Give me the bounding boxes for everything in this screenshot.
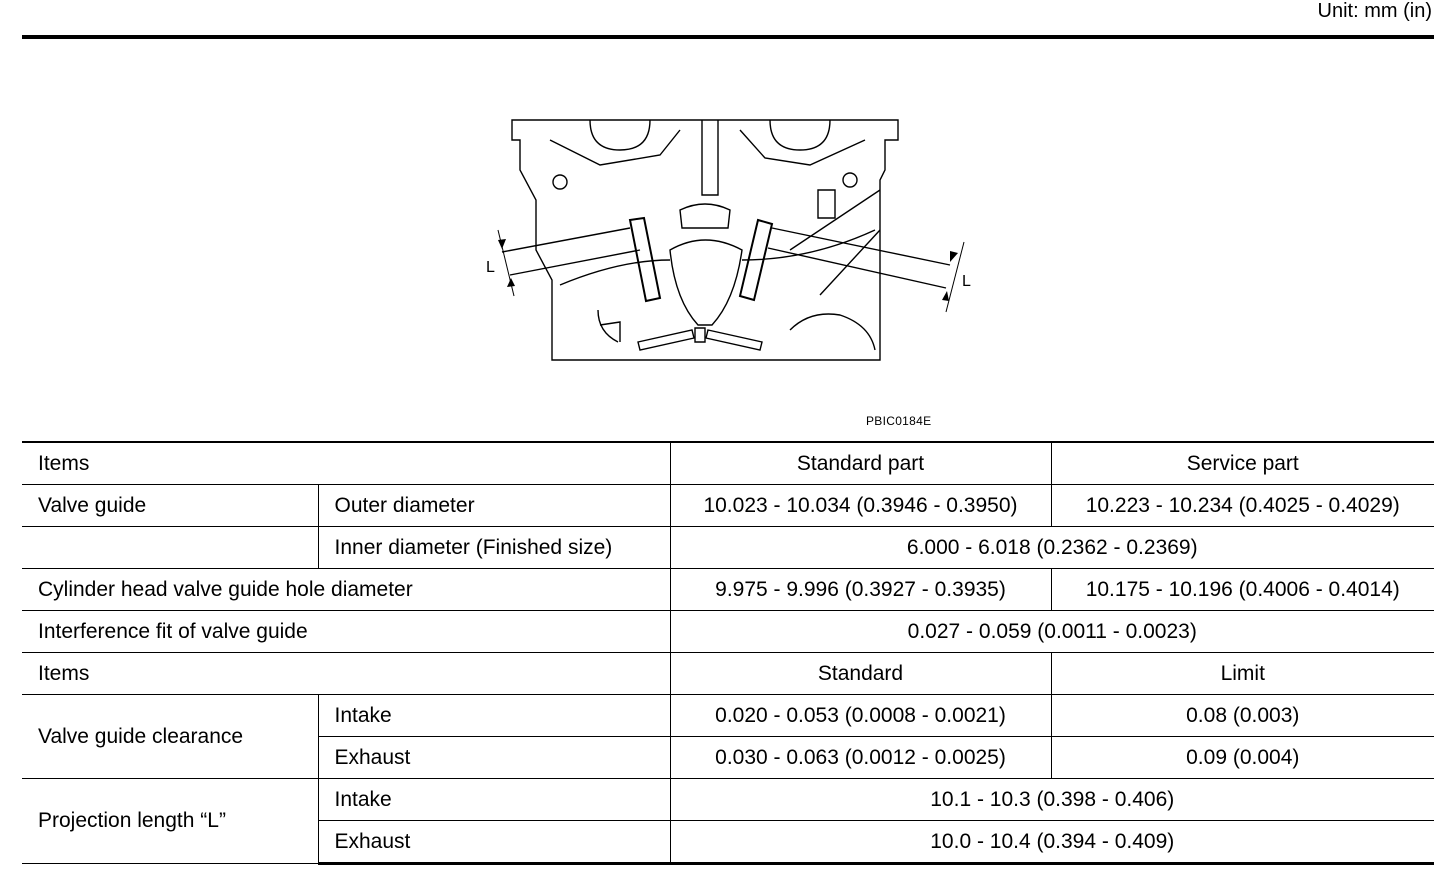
header2-limit: Limit [1051, 653, 1434, 695]
projection-label: Projection length “L” [22, 779, 318, 864]
hole-diameter-label: Cylinder head valve guide hole diameter [22, 569, 670, 611]
valve-guide-label: Valve guide [22, 485, 318, 527]
table-row [22, 695, 1434, 737]
outer-diameter-service: 10.223 - 10.234 (0.4025 - 0.4029) [1051, 485, 1434, 527]
inner-diameter-value: 6.000 - 6.018 (0.2362 - 0.2369) [670, 527, 1434, 569]
clearance-intake-standard: 0.020 - 0.053 (0.0008 - 0.0021) [670, 695, 1051, 737]
unit-label: Unit: mm (in) [1317, 0, 1432, 22]
projection-exhaust-value: 10.0 - 10.4 (0.394 - 0.409) [670, 821, 1434, 864]
table-row [22, 485, 1434, 527]
header2-standard: Standard [670, 653, 1051, 695]
figure-code: PBIC0184E [866, 414, 932, 428]
table-row [22, 779, 1434, 821]
outer-diameter-label: Outer diameter [318, 485, 670, 527]
valve-guide-spec-table [22, 441, 1434, 865]
hole-diameter-service: 10.175 - 10.196 (0.4006 - 0.4014) [1051, 569, 1434, 611]
empty-cell [22, 527, 318, 569]
header-standard-part: Standard part [670, 442, 1051, 485]
clearance-label: Valve guide clearance [22, 695, 318, 779]
cylinder-head-diagram [480, 110, 980, 370]
projection-intake-label: Intake [318, 779, 670, 821]
header-items: Items [22, 442, 670, 485]
header2-items: Items [22, 653, 670, 695]
table-header-row [22, 653, 1434, 695]
clearance-exhaust-limit: 0.09 (0.004) [1051, 737, 1434, 779]
clearance-intake-limit: 0.08 (0.003) [1051, 695, 1434, 737]
figure-label-right: L [962, 273, 971, 290]
clearance-exhaust-standard: 0.030 - 0.063 (0.0012 - 0.0025) [670, 737, 1051, 779]
top-rule [22, 35, 1434, 39]
figure-label-left: L [486, 259, 495, 276]
interference-fit-value: 0.027 - 0.059 (0.0011 - 0.0023) [670, 611, 1434, 653]
table-row [22, 611, 1434, 653]
header-service-part: Service part [1051, 442, 1434, 485]
clearance-exhaust-label: Exhaust [318, 737, 670, 779]
interference-fit-label: Interference fit of valve guide [22, 611, 670, 653]
projection-exhaust-label: Exhaust [318, 821, 670, 864]
projection-intake-value: 10.1 - 10.3 (0.398 - 0.406) [670, 779, 1434, 821]
table-row [22, 569, 1434, 611]
table-header-row [22, 442, 1434, 485]
inner-diameter-label: Inner diameter (Finished size) [318, 527, 670, 569]
hole-diameter-standard: 9.975 - 9.996 (0.3927 - 0.3935) [670, 569, 1051, 611]
outer-diameter-standard: 10.023 - 10.034 (0.3946 - 0.3950) [670, 485, 1051, 527]
table-row [22, 527, 1434, 569]
clearance-intake-label: Intake [318, 695, 670, 737]
